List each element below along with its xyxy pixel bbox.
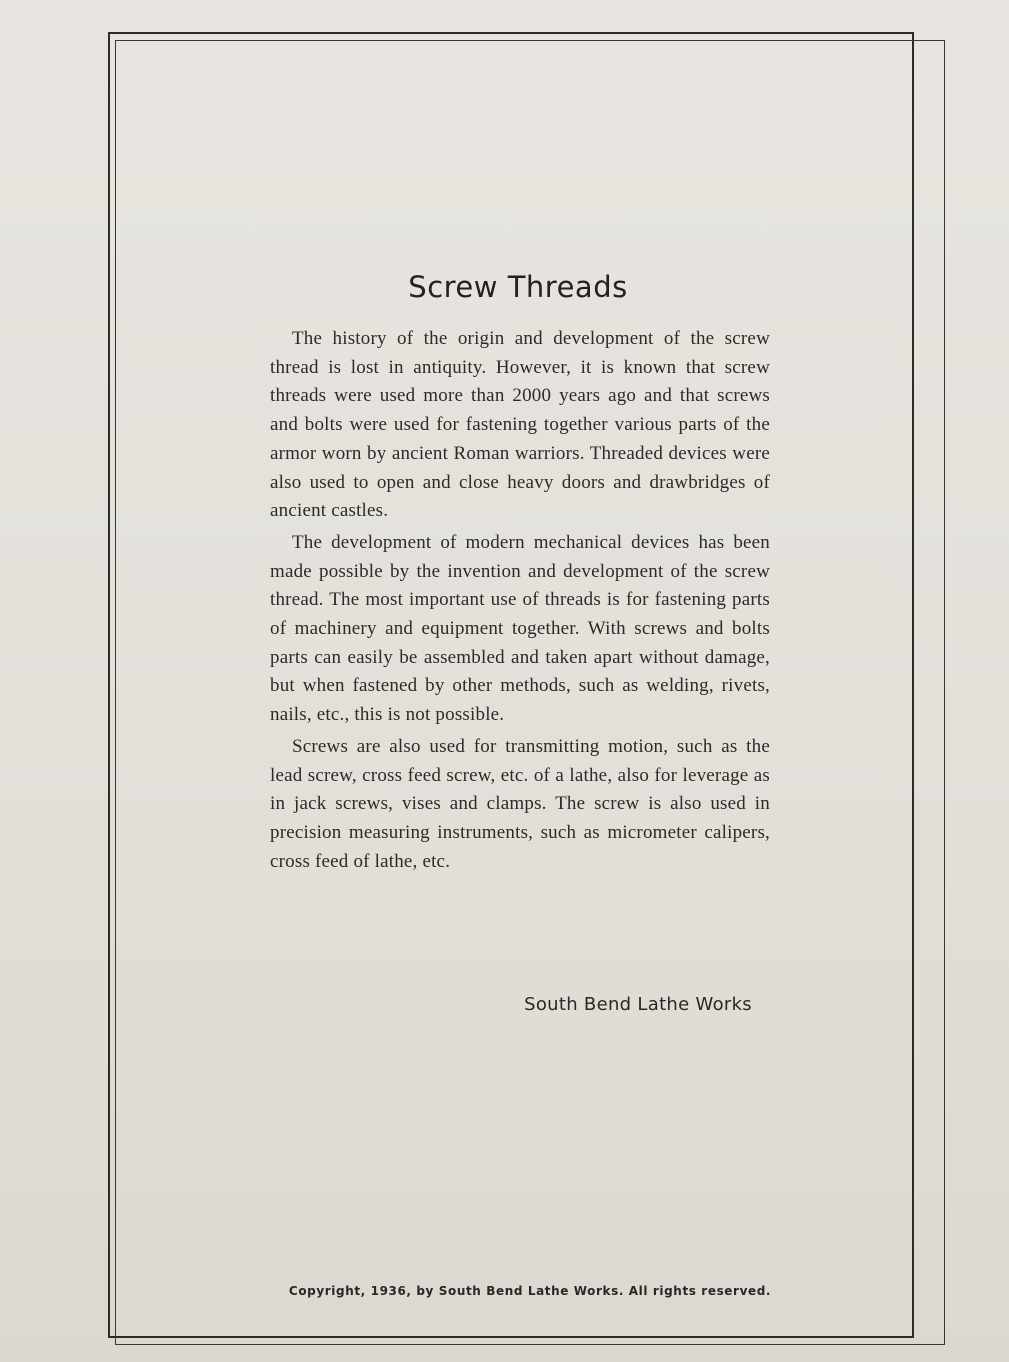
body-text xyxy=(270,325,770,876)
copyright-notice: Copyright, 1936, by South Bend Lathe Works. All rights reserved. xyxy=(288,1284,772,1298)
paragraph-uses: Screws are also used for transmitting motion, such as the lead screw, cross feed screw, etc. of a lathe, also for leverage as in jack screws, vises and clamps. The screw is also used in precision measuring instruments, such as micrometer calipers, cross feed of lathe, etc. xyxy=(270,735,770,872)
paragraph-development: The development of modern mechanical devices has been made possible by the invention and development of the screw thread. The most important use of threads is for fastening parts of machinery and equipment together. With screws and bolts parts can easily be assembled and taken apart without damage, but when fastened by other methods, such as welding, rivets, nails, etc., this is not possible. xyxy=(270,531,770,726)
page-title: Screw Threads xyxy=(408,270,628,304)
signature: South Bend Lathe Works xyxy=(524,994,752,1015)
paragraph-history: The history of the origin and development of the screw thread is lost in antiquity. However, it is known that screw threads were used more than 2000 years ago and that screws and bolts were used for fastening together various parts of the armor worn by ancient Roman warriors. Threaded devices were also used to open and close heavy doors and drawbridges of ancient castles. xyxy=(270,328,770,522)
